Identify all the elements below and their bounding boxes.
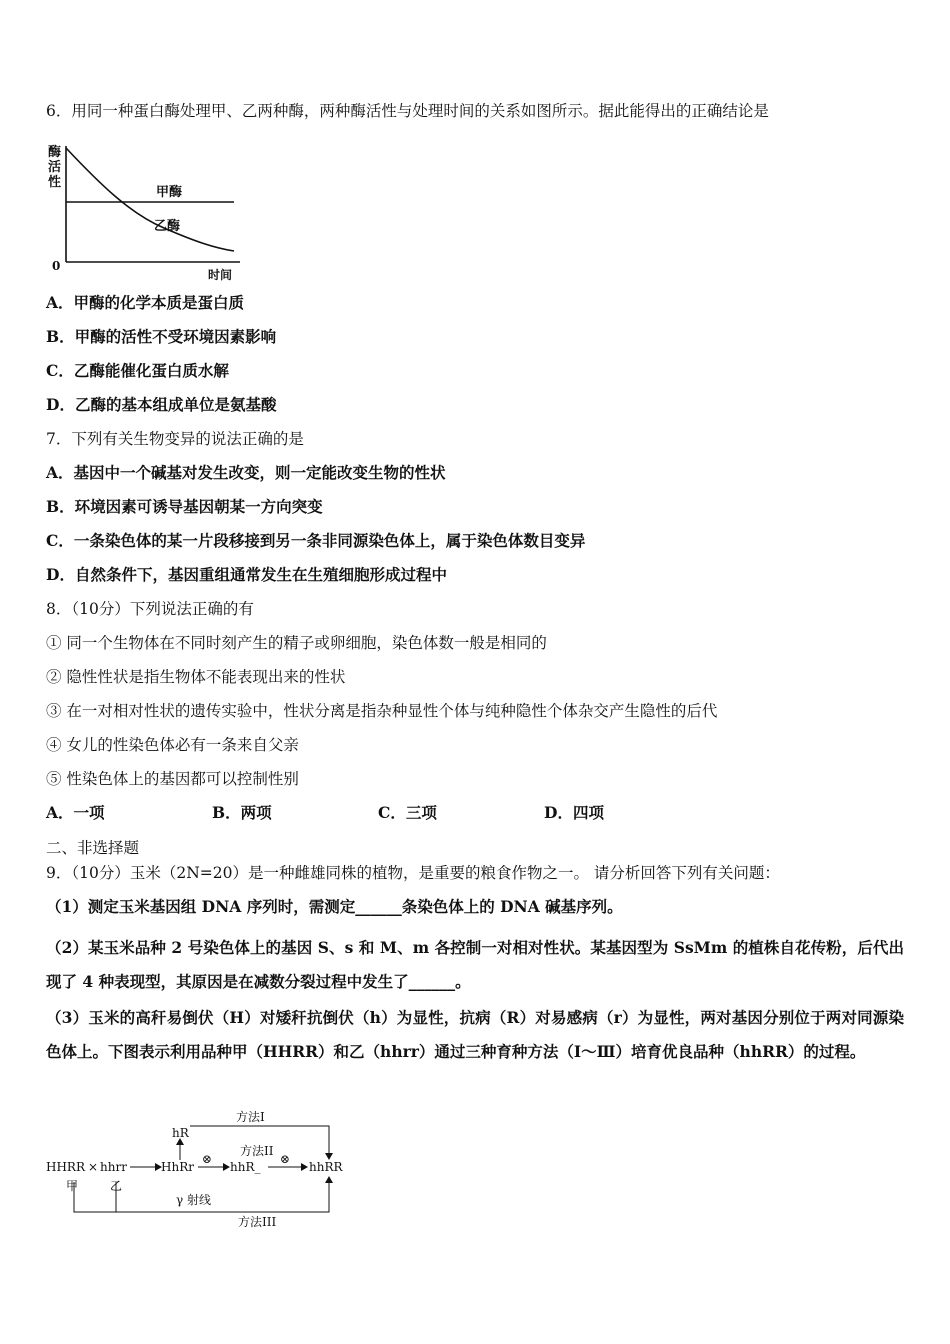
self1-arrowhead xyxy=(223,1163,230,1171)
jia-label: 甲 xyxy=(66,1179,79,1193)
yi-label: 乙 xyxy=(110,1179,123,1193)
hR-label: hR xyxy=(172,1126,189,1140)
label-yi-enzyme: 乙酶 xyxy=(154,219,181,234)
method2-label: 方法II xyxy=(240,1144,274,1158)
xlabel: 时间 xyxy=(208,268,233,282)
label-jia-enzyme: 甲酶 xyxy=(156,185,183,200)
self1-symbol: ⊗ xyxy=(202,1152,213,1166)
method1-arrowhead xyxy=(325,1153,333,1160)
q6-option-a: A．甲酶的化学本质是蛋白质 xyxy=(46,293,245,312)
ylabel xyxy=(47,144,66,190)
ylabel-char-2: 活 xyxy=(48,160,62,175)
q6-stem: 6．用同一种蛋白酶处理甲、乙两种酶，两种酶活性与处理时间的关系如图所示。据此能得出的正确结论是 xyxy=(46,102,769,120)
q8-item-3: ③ 在一对相对性状的遗传实验中，性状分离是指杂种显性个体与纯种隐性个体杂交产生隐性的后代 xyxy=(46,702,718,720)
q9-stem: 9．（10分）玉米（2N=20）是一种雌雄同株的植物，是重要的粮食作物之一。 请分析回答下列有关问题： xyxy=(46,864,780,882)
section-heading: 二、非选择题 xyxy=(46,839,140,857)
target-label: hhRR xyxy=(309,1160,343,1174)
yi-enzyme-curve xyxy=(66,148,234,251)
method3-label: 方法III xyxy=(238,1215,277,1229)
q8-item-5: ⑤ 性染色体上的基因都可以控制性别 xyxy=(46,770,299,788)
origin-label: 0 xyxy=(52,259,61,273)
q8-stem: 8．（10分）下列说法正确的有 xyxy=(46,600,254,618)
cross-symbol: × xyxy=(88,1160,99,1174)
method3-arrowhead xyxy=(325,1176,333,1183)
q7-option-a: A．基因中一个碱基对发生改变，则一定能改变生物的性状 xyxy=(46,463,446,482)
parent2-label: hhrr xyxy=(100,1160,127,1174)
q6-option-c: C．乙酶能催化蛋白质水解 xyxy=(46,361,229,380)
breeding-methods-diagram xyxy=(44,1108,344,1232)
q9-part-3: （3）玉米的高秆易倒伏（H）对矮秆抗倒伏（h）为显性，抗病（R）对易感病（r）为显性，两对基因分别位于两对同源染色体上。下图表示利用品种甲（HHRR）和乙（hhrr）通过三种育种方法（Ⅰ～Ⅲ）培育优良品种（hhRR）的过程。 xyxy=(46,1008,904,1061)
q8-option-c: C．三项 xyxy=(378,803,437,822)
q8-option-d: D．四项 xyxy=(544,803,604,822)
q7-option-b: B．环境因素可诱导基因朝某一方向突变 xyxy=(46,497,323,516)
q8-options xyxy=(46,803,710,823)
method1-label: 方法I xyxy=(236,1110,265,1124)
q8-item-1: ① 同一个生物体在不同时刻产生的精子或卵细胞，染色体数一般是相同的 xyxy=(46,634,547,652)
q7-stem: 7．下列有关生物变异的说法正确的是 xyxy=(46,430,304,448)
q8-option-b: B．两项 xyxy=(212,803,272,822)
parent1-label: HHRR xyxy=(46,1160,85,1174)
self2-symbol: ⊗ xyxy=(280,1152,291,1166)
enzyme-activity-figure xyxy=(44,138,254,283)
ylabel-char-3: 性 xyxy=(48,175,62,190)
q7-option-c: C．一条染色体的某一片段移接到另一条非同源染色体上，属于染色体数目变异 xyxy=(46,531,586,550)
q6-option-d: D．乙酶的基本组成单位是氨基酸 xyxy=(46,395,277,414)
q8-item-2: ② 隐性性状是指生物体不能表现出来的性状 xyxy=(46,668,346,686)
q9-part-2: （2）某玉米品种 2 号染色体上的基因 S、s 和 M、m 各控制一对相对性状。某基因型为 SsMm 的植株自花传粉，后代出现了 4 种表现型，其原因是在减数分裂过程中发生了______。 xyxy=(46,938,904,991)
gamma-label: γ 射线 xyxy=(176,1193,211,1207)
q9-part-1: （1）测定玉米基因组 DNA 序列时，需测定______条染色体上的 DNA 碱基序列。 xyxy=(46,897,623,916)
f1-label: HhRr xyxy=(161,1160,194,1174)
q8-option-a: A．一项 xyxy=(46,803,105,822)
q8-item-4: ④ 女儿的性染色体必有一条来自父亲 xyxy=(46,736,299,754)
ylabel-char-1: 酶 xyxy=(48,145,62,160)
hhR-label: hhR_ xyxy=(230,1160,261,1174)
q7-option-d: D．自然条件下，基因重组通常发生在生殖细胞形成过程中 xyxy=(46,565,447,584)
q6-option-b: B．甲酶的活性不受环境因素影响 xyxy=(46,327,277,346)
self2-arrowhead xyxy=(301,1163,308,1171)
